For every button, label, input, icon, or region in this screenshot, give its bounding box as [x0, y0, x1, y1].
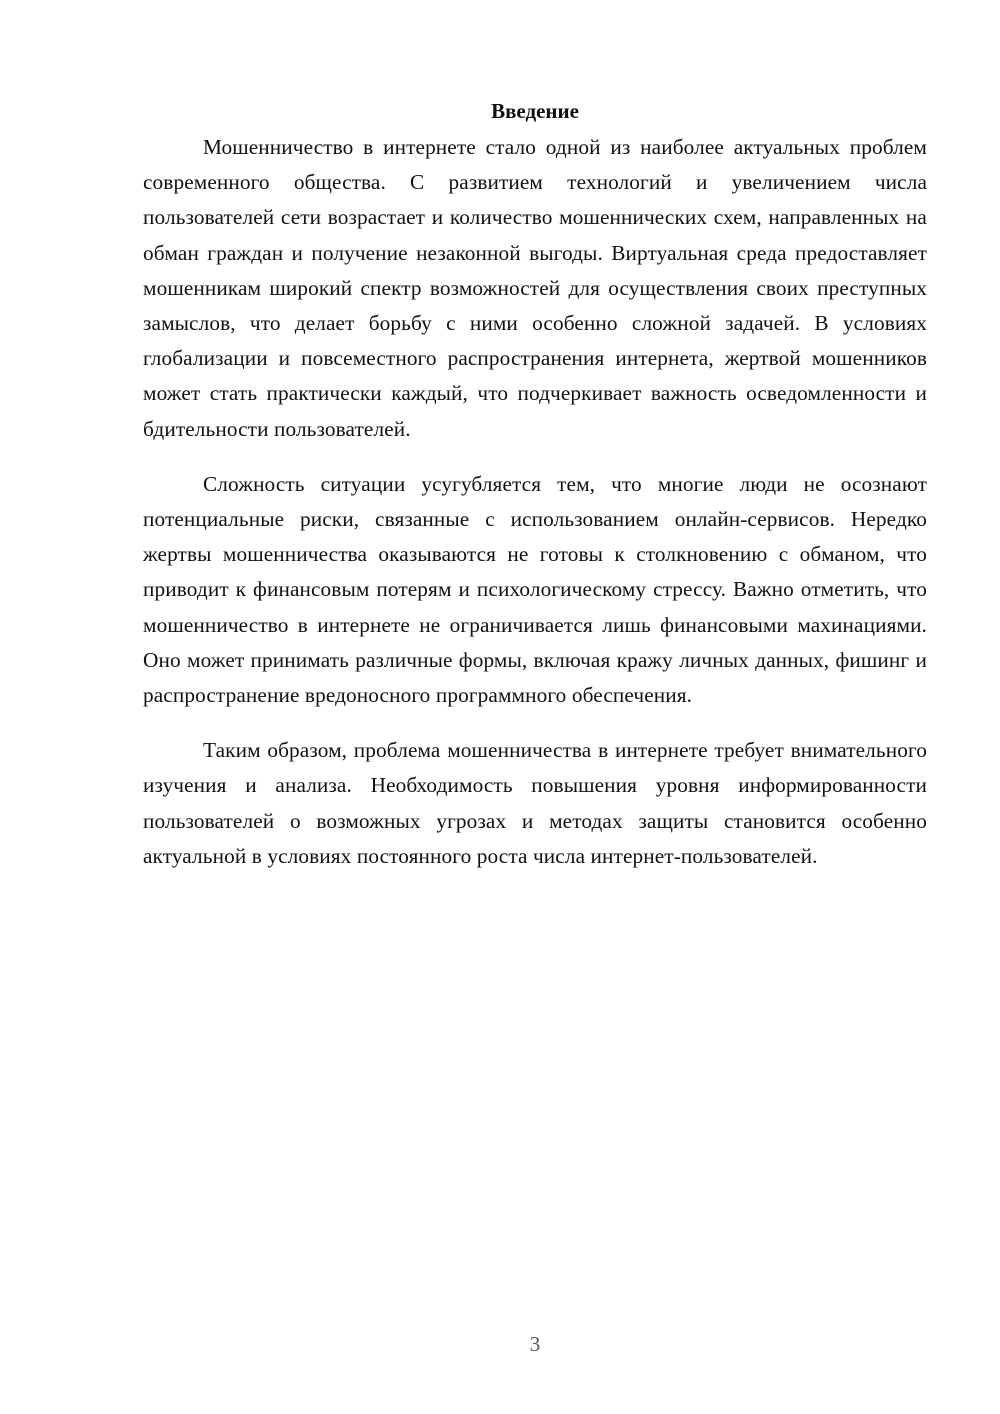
paragraph-1: Мошенничество в интернете стало одной из наиболее актуальных проблем современного общества. С развитием технологий и увеличением числа пользователей сети возрастает и количество мошеннических схем, направленных на обман граждан и получение незаконной выгоды. Виртуальная среда предоставляет мошенникам широкий спектр возможностей для осуществления своих преступных замыслов, что делает борьбу с ними особенно сложной задачей. В условиях глобализации и повсеместного распространения интернета, жертвой мошенников может стать практически каждый, что подчеркивает важность осведомленности и бдительности пользователей. — [143, 135, 927, 441]
section-heading: Введение — [491, 99, 579, 123]
page-number: 3 — [529, 1332, 541, 1356]
paragraph-3: Таким образом, проблема мошенничества в интернете требует внимательного изучения и анализа. Необходимость повышения уровня информированности пользователей о возможных угрозах и методах защиты становится особенно актуальной в условиях постоянного роста числа интернет-пользователей. — [143, 738, 927, 868]
paragraph-2: Сложность ситуации усугубляется тем, что многие люди не осознают потенциальные риски, связанные с использованием онлайн-сервисов. Нередко жертвы мошенничества оказываются не готовы к столкновению с обманом, что приводит к финансовым потерям и психологическому стрессу. Важно отметить, что мошенничество в интернете не ограничивается лишь финансовыми махинациями. Оно может принимать различные формы, включая кражу личных данных, фишинг и распространение вредоносного программного обеспечения. — [143, 471, 927, 708]
page-content — [143, 96, 927, 894]
